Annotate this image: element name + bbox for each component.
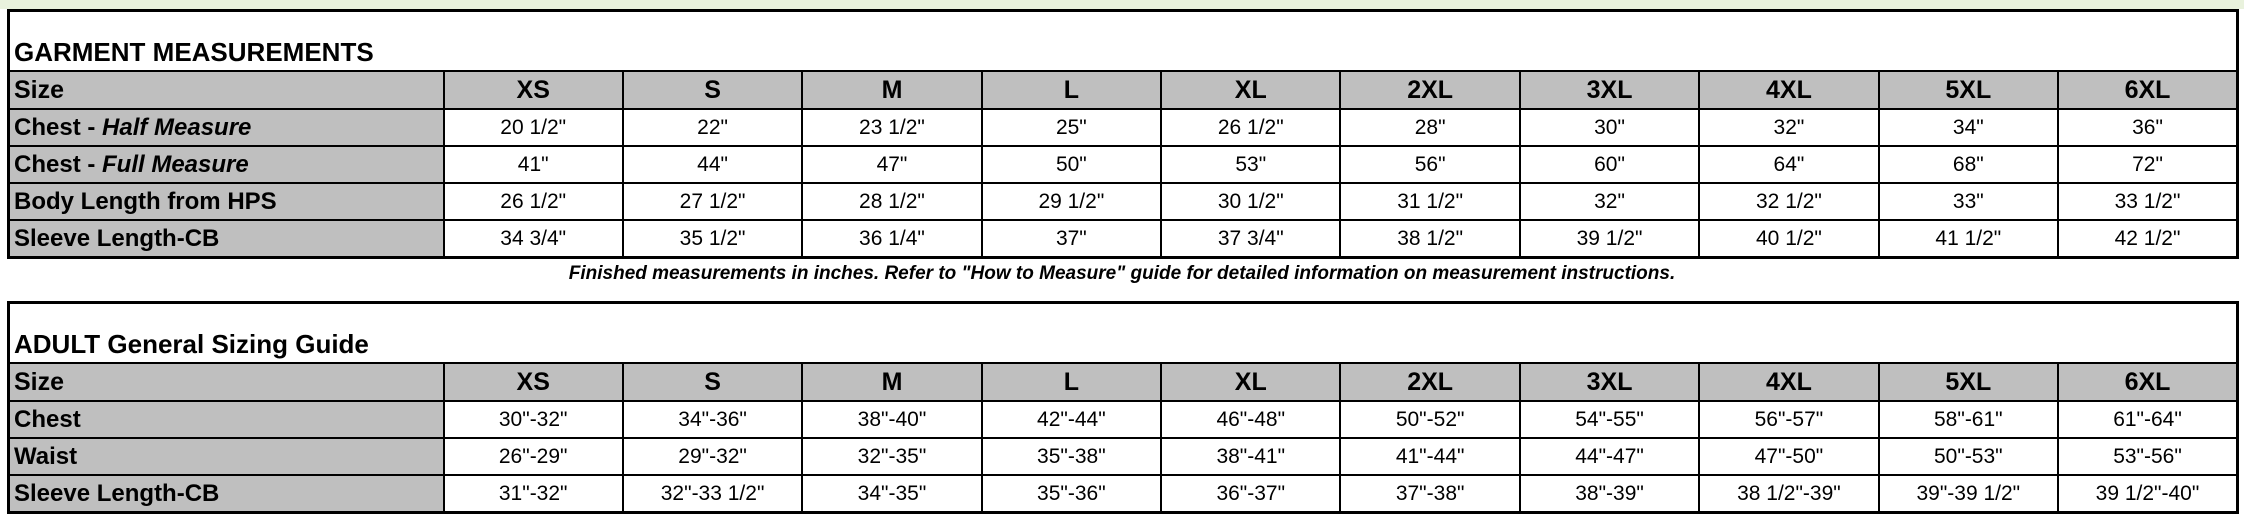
garment-size-header-3xl: 3XL bbox=[1520, 71, 1699, 109]
garment-size-header-row bbox=[9, 71, 2238, 109]
table-cell: 50"-52" bbox=[1340, 401, 1519, 438]
table-cell: 32" bbox=[1520, 183, 1699, 220]
row-label-text: Waist bbox=[14, 442, 78, 470]
table-cell: 36 1/4" bbox=[802, 220, 981, 258]
adult-size-header-xl: XL bbox=[1161, 363, 1340, 401]
table-cell: 53"-56" bbox=[2058, 438, 2237, 475]
row-label-text: Chest bbox=[14, 405, 81, 433]
table-cell: 31 1/2" bbox=[1340, 183, 1519, 220]
garment-size-header-s: S bbox=[623, 71, 802, 109]
table-cell: 61"-64" bbox=[2058, 401, 2237, 438]
row-label bbox=[9, 109, 444, 146]
row-label-text: Sleeve Length-CB bbox=[14, 479, 220, 507]
row-label-text: Chest - bbox=[14, 150, 103, 178]
adult-size-header-l: L bbox=[982, 363, 1161, 401]
adult-size-header-3xl: 3XL bbox=[1520, 363, 1699, 401]
table-cell: 38"-39" bbox=[1520, 475, 1699, 513]
table-cell: 39 1/2"-40" bbox=[2058, 475, 2237, 513]
table-cell: 60" bbox=[1520, 146, 1699, 183]
row-label bbox=[9, 438, 444, 475]
table-cell: 29"-32" bbox=[623, 438, 802, 475]
table-cell: 34"-36" bbox=[623, 401, 802, 438]
table-cell: 41" bbox=[444, 146, 623, 183]
table-cell: 26"-29" bbox=[444, 438, 623, 475]
table-cell: 34" bbox=[1879, 109, 2058, 146]
table-cell: 42 1/2" bbox=[2058, 220, 2237, 258]
table-cell: 31"-32" bbox=[444, 475, 623, 513]
table-cell: 23 1/2" bbox=[802, 109, 981, 146]
table-cell: 30"-32" bbox=[444, 401, 623, 438]
adult-size-header-2xl: 2XL bbox=[1340, 363, 1519, 401]
table-cell: 35"-36" bbox=[982, 475, 1161, 513]
adult-size-header-6xl: 6XL bbox=[2058, 363, 2237, 401]
row-label-text: Chest - bbox=[14, 113, 103, 141]
adult-size-header-xs: XS bbox=[444, 363, 623, 401]
table-cell: 41 1/2" bbox=[1879, 220, 2058, 258]
garment-size-header-l: L bbox=[982, 71, 1161, 109]
table-cell: 41"-44" bbox=[1340, 438, 1519, 475]
table-row bbox=[9, 438, 2238, 475]
garment-table-title: GARMENT MEASUREMENTS bbox=[9, 11, 2238, 72]
table-cell: 32 1/2" bbox=[1699, 183, 1878, 220]
table-row bbox=[9, 183, 2238, 220]
garment-size-header-2xl: 2XL bbox=[1340, 71, 1519, 109]
table-cell: 26 1/2" bbox=[1161, 109, 1340, 146]
adult-table-title: ADULT General Sizing Guide bbox=[9, 303, 2238, 364]
table-cell: 47" bbox=[802, 146, 981, 183]
table-cell: 38"-41" bbox=[1161, 438, 1340, 475]
row-label-italic-text: Half Measure bbox=[102, 113, 252, 141]
table-cell: 72" bbox=[2058, 146, 2237, 183]
table-cell: 35 1/2" bbox=[623, 220, 802, 258]
table-cell: 30" bbox=[1520, 109, 1699, 146]
adult-size-header-row bbox=[9, 363, 2238, 401]
row-label bbox=[9, 146, 444, 183]
table-cell: 22" bbox=[623, 109, 802, 146]
table-cell: 39"-39 1/2" bbox=[1879, 475, 2058, 513]
adult-title-row bbox=[9, 303, 2238, 364]
adult-sizing-guide-table bbox=[7, 301, 2239, 514]
table-cell: 40 1/2" bbox=[1699, 220, 1878, 258]
table-cell: 56"-57" bbox=[1699, 401, 1878, 438]
table-cell: 42"-44" bbox=[982, 401, 1161, 438]
table-cell: 37 3/4" bbox=[1161, 220, 1340, 258]
measurement-note: Finished measurements in inches. Refer to "How to Measure" guide for detailed information on measurement instructions. bbox=[568, 263, 1676, 284]
table-row bbox=[9, 220, 2238, 258]
table-cell: 46"-48" bbox=[1161, 401, 1340, 438]
row-label bbox=[9, 220, 444, 258]
table-cell: 34"-35" bbox=[802, 475, 981, 513]
table-cell: 33" bbox=[1879, 183, 2058, 220]
garment-size-header-5xl: 5XL bbox=[1879, 71, 2058, 109]
table-cell: 30 1/2" bbox=[1161, 183, 1340, 220]
table-cell: 26 1/2" bbox=[444, 183, 623, 220]
table-row bbox=[9, 146, 2238, 183]
table-cell: 35"-38" bbox=[982, 438, 1161, 475]
table-row bbox=[9, 475, 2238, 513]
table-cell: 64" bbox=[1699, 146, 1878, 183]
row-label bbox=[9, 475, 444, 513]
garment-measurements-table bbox=[7, 9, 2239, 259]
table-cell: 32"-33 1/2" bbox=[623, 475, 802, 513]
table-cell: 27 1/2" bbox=[623, 183, 802, 220]
table-cell: 39 1/2" bbox=[1520, 220, 1699, 258]
row-label bbox=[9, 401, 444, 438]
table-cell: 29 1/2" bbox=[982, 183, 1161, 220]
table-cell: 33 1/2" bbox=[2058, 183, 2237, 220]
table-cell: 28 1/2" bbox=[802, 183, 981, 220]
table-cell: 38 1/2" bbox=[1340, 220, 1519, 258]
table-cell: 56" bbox=[1340, 146, 1519, 183]
adult-size-header-5xl: 5XL bbox=[1879, 363, 2058, 401]
garment-size-header-6xl: 6XL bbox=[2058, 71, 2237, 109]
garment-title-row bbox=[9, 11, 2238, 72]
table-cell: 37" bbox=[982, 220, 1161, 258]
adult-size-header-4xl: 4XL bbox=[1699, 363, 1878, 401]
table-cell: 53" bbox=[1161, 146, 1340, 183]
garment-size-header-4xl: 4XL bbox=[1699, 71, 1878, 109]
garment-size-label: Size bbox=[9, 71, 444, 109]
row-label-italic-text: Full Measure bbox=[102, 150, 249, 178]
table-cell: 32"-35" bbox=[802, 438, 981, 475]
table-cell: 68" bbox=[1879, 146, 2058, 183]
table-cell: 50"-53" bbox=[1879, 438, 2058, 475]
table-cell: 54"-55" bbox=[1520, 401, 1699, 438]
adult-size-header-m: M bbox=[802, 363, 981, 401]
table-cell: 36" bbox=[2058, 109, 2237, 146]
garment-size-header-m: M bbox=[802, 71, 981, 109]
table-cell: 37"-38" bbox=[1340, 475, 1519, 513]
table-cell: 44" bbox=[623, 146, 802, 183]
table-cell: 32" bbox=[1699, 109, 1878, 146]
table-cell: 44"-47" bbox=[1520, 438, 1699, 475]
table-cell: 47"-50" bbox=[1699, 438, 1878, 475]
row-label-text: Body Length from HPS bbox=[14, 187, 277, 215]
table-cell: 34 3/4" bbox=[444, 220, 623, 258]
garment-size-header-xs: XS bbox=[444, 71, 623, 109]
table-row bbox=[9, 401, 2238, 438]
table-cell: 50" bbox=[982, 146, 1161, 183]
table-row bbox=[9, 109, 2238, 146]
table-cell: 28" bbox=[1340, 109, 1519, 146]
row-label bbox=[9, 183, 444, 220]
table-cell: 25" bbox=[982, 109, 1161, 146]
table-cell: 20 1/2" bbox=[444, 109, 623, 146]
table-cell: 38 1/2"-39" bbox=[1699, 475, 1878, 513]
table-cell: 36"-37" bbox=[1161, 475, 1340, 513]
garment-size-header-xl: XL bbox=[1161, 71, 1340, 109]
adult-size-header-s: S bbox=[623, 363, 802, 401]
row-label-text: Sleeve Length-CB bbox=[14, 224, 220, 252]
table-cell: 58"-61" bbox=[1879, 401, 2058, 438]
top-strip bbox=[0, 0, 2244, 9]
adult-size-label: Size bbox=[9, 363, 444, 401]
table-cell: 38"-40" bbox=[802, 401, 981, 438]
